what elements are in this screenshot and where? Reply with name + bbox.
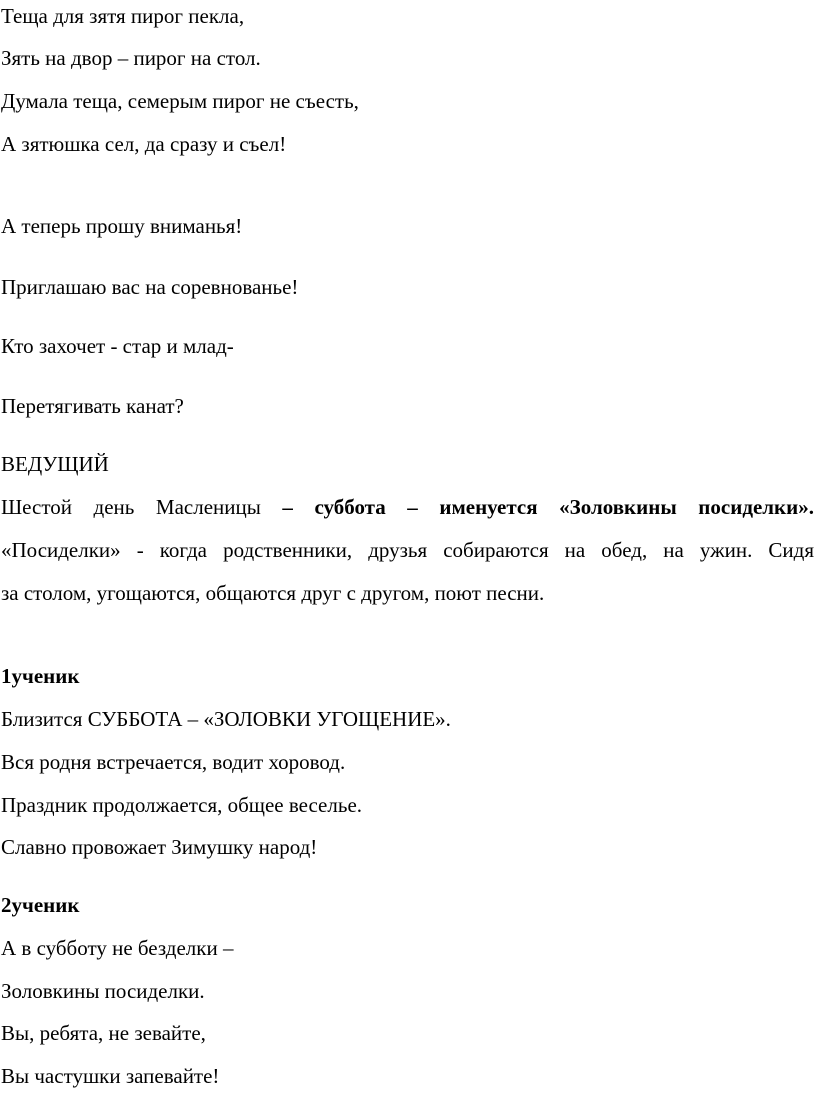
host-paragraph-line-1	[1, 494, 814, 520]
host-paragraph-normal: Шестой день Масленицы	[1, 495, 283, 519]
student2-line-2: Золовкины посиделки.	[1, 979, 205, 1003]
verse1-line-4: А зятюшка сел, да сразу и съел!	[1, 132, 287, 156]
host-paragraph-line-2: «Посиделки» - когда родственники, друзья собираются на обед, на ужин. Сидя	[1, 538, 814, 562]
verse2-line-4: Перетягивать канат?	[1, 394, 184, 418]
host-heading: ВЕДУЩИЙ	[1, 452, 109, 476]
verse2-line-3: Кто захочет - стар и млад-	[1, 334, 234, 358]
student2-line-3: Вы, ребята, не зевайте,	[1, 1021, 206, 1045]
verse2-line-2: Приглашаю вас на соревнованье!	[1, 275, 299, 299]
verse1-line-1: Теща для зятя пирог пекла,	[1, 4, 245, 28]
student2-line-1: А в субботу не безделки –	[1, 936, 234, 960]
student1-heading: 1ученик	[1, 664, 80, 688]
student1-line-2: Вся родня встречается, водит хоровод.	[1, 750, 346, 774]
student1-line-3: Праздник продолжается, общее веселье.	[1, 793, 363, 817]
student2-heading: 2ученик	[1, 893, 80, 917]
student1-line-4: Славно провожает Зимушку народ!	[1, 835, 318, 859]
verse1-line-3: Думала теща, семерым пирог не съесть,	[1, 89, 359, 113]
host-paragraph-line-3: за столом, угощаются, общаются друг с другом, поют песни.	[1, 581, 545, 605]
verse1-line-2: Зять на двор – пирог на стол.	[1, 46, 261, 70]
verse2-line-1: А теперь прошу вниманья!	[1, 214, 243, 238]
student2-line-4: Вы частушки запевайте!	[1, 1064, 220, 1088]
host-paragraph-bold: – суббота – именуется «Золовкины посиделки».	[282, 495, 814, 519]
student1-line-1: Близится СУББОТА – «ЗОЛОВКИ УГОЩЕНИЕ».	[1, 707, 451, 731]
